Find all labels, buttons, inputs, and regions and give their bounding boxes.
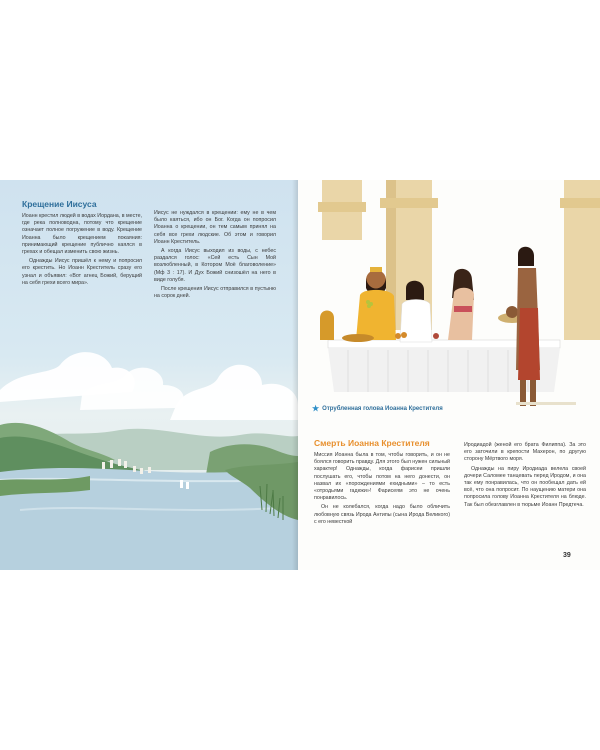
paragraph: Иродиадой (женой его брата Филиппа). За это его заточили в крепости Махерон, по другую сторону Мёртвого моря. xyxy=(464,442,586,463)
illustration-caption xyxy=(312,406,443,412)
text-column xyxy=(464,442,586,511)
left-page xyxy=(0,180,298,570)
star-icon: ★ xyxy=(312,404,320,413)
text-column xyxy=(314,452,450,528)
paragraph: Однажды Иисус пришёл к нему и попросил его крестить. Но Иоанн Креститель сразу его узнал и объявил: «Вот агнец Божий, берущий на себя грехи всего мира». xyxy=(22,258,142,286)
paragraph: Миссия Иоанна была в том, чтобы говорить, и он не боялся говорить правду. Для этого был нужен сильный характер! Однажды, когда фарисеи пришли послушать его, чтобы потом на него донести, он назвал их «порождениями ехидными» – то есть «отродьями гадюки»! Фарисеям это не очень понравилось. xyxy=(314,452,450,502)
right-page xyxy=(298,180,600,570)
book-spread xyxy=(0,180,600,570)
text-column xyxy=(22,213,142,289)
text-column xyxy=(154,210,276,302)
caption-text: Отрубленная голова Иоанна Крестителя xyxy=(322,406,443,412)
feast-illustration xyxy=(298,180,600,430)
paragraph: Он не колебался, когда надо было обличить любовную связь Ирода Антипы (сына Ирода Великого) с его невесткой xyxy=(314,504,450,525)
paragraph: Иисус не нуждался в крещении: ему не в чем было каяться, ибо он Бог. Когда он попросил Иоанна о крещении, он тем самым принял на себя все грехи людские. Об этом и говорил Иоанн Креститель. xyxy=(154,210,276,245)
paragraph: А когда Иисус выходил из воды, с небес раздался голос: «Сей есть Сын Мой возлюбленный, в Котором Моё благоволение» (Мф 3 : 17). И Дух Божий снизошёл на него в виде голубя. xyxy=(154,248,276,283)
paragraph: После крещения Иисус отправился в пустыню на сорок дней. xyxy=(154,286,276,300)
section-title-baptism: Крещение Иисуса xyxy=(22,199,97,209)
paragraph: Иоанн крестил людей в водах Иордана, в месте, где река полноводна, потому что крещение означает полное погружение в воду. Крещение Иоанна было крещением покаяния: принимающий крещение публично каялся в грехах и обещал изменить свою жизнь. xyxy=(22,213,142,256)
page-number: 39 xyxy=(563,552,571,559)
paragraph: Однажды на пиру Иродиада велела своей дочери Саломее танцевать перед Иродом, и она так ему понравилась, что он пообещал дать ей всё, что она попросит. По наущению матери она попросила голову Иоанна Крестителя на блюде. Так был обезглавлен в тюрьме Иоанн Предтеча. xyxy=(464,465,586,508)
section-title-death-of-john: Смерть Иоанна Крестителя xyxy=(314,438,430,448)
